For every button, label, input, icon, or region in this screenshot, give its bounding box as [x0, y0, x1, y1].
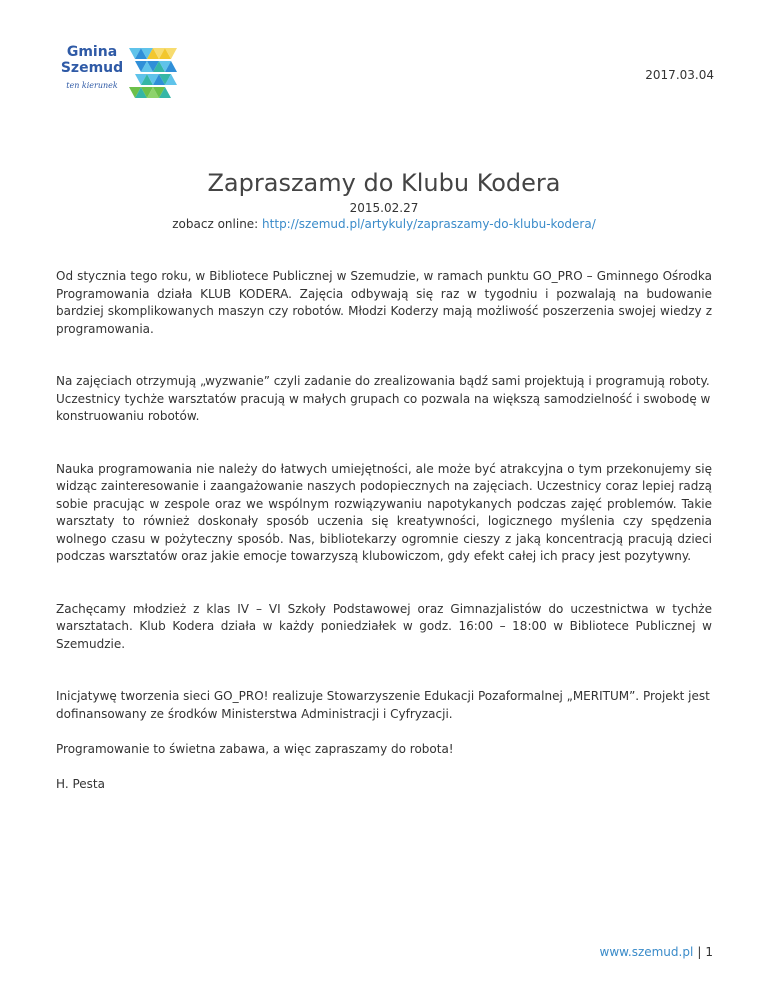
article-title: Zapraszamy do Klubu Kodera [207, 169, 561, 197]
logo-tagline: ten kierunek [66, 81, 118, 90]
page-footer [600, 945, 713, 959]
logo-line2: Szemud [60, 60, 124, 76]
paragraph-5: Inicjatywę tworzenia sieci GO_PRO! realizuje Stowarzyszenie Edukacji Pozaformalnej „MERITUM”. Projekt jest dofinansowany ze środków Ministerstwa Administracji i Cyfryzacji. [56, 689, 710, 721]
online-label: zobacz online: [172, 217, 263, 231]
footer-separator: | [697, 945, 702, 959]
paragraph-4: Zachęcamy młodzież z klas IV – VI Szkoły Podstawowej oraz Gimnazjalistów do uczestnictwa w tychże warsztatach. Klub Kodera działa w każdy poniedziałek w godz. 16:00 – 18:00 w Bibliotece Publicznej w Szemudzie. [56, 601, 712, 651]
online-link[interactable]: http://szemud.pl/artykuly/zapraszamy-do-klubu-kodera/ [262, 217, 596, 231]
article-body [56, 268, 712, 811]
footer-site-link[interactable]: www.szemud.pl [599, 945, 694, 959]
paragraph-6: Programowanie to świetna zabawa, a więc zapraszamy do robota! [56, 741, 454, 756]
page-number: 1 [705, 945, 713, 959]
print-date: 2017.03.04 [645, 68, 714, 82]
paragraph-3: Nauka programowania nie należy do łatwych umiejętności, ale może być atrakcyjna o tym przekonujemy się widząc zainteresowanie i zaangażowanie naszych podopiecznych na zajęciach. Uczestnicy coraz lepiej radzą sobie pracując w zespole oraz we wspólnym rozwiązywaniu napotykanych podczas zajęć problemów. Takie warsztaty to również doskonały sposób uczenia się kreatywności, logicznego myślenia czy spędzenia wolnego czasu w pożyteczny sposób. Nas, bibliotekarzy ogromnie cieszy z jaką koncentracją pracują dzieci podczas warsztatów oraz jakie emocje towarzyszą klubowiczom, gdy efekt całej ich pracy jest pozytywny. [56, 461, 712, 563]
online-line [0, 216, 768, 232]
logo-line1: Gmina [66, 44, 118, 60]
paragraph-1: Od stycznia tego roku, w Bibliotece Publicznej w Szemudzie, w ramach punktu GO_PRO – Gminnego Ośrodka Programowania działa KLUB KODERA. Zajęcia odbywają się raz w tygodniu i pozwalają na budowanie bardziej skomplikowanych maszyn czy robotów. Młodzi Koderzy mają możliwość poszerzenia swojej wiedzy z programowania. [56, 269, 712, 336]
logo-text [57, 44, 127, 92]
gmina-szemud-logo [57, 44, 187, 104]
signature: H. Pesta [56, 776, 105, 791]
article-date: 2015.02.27 [349, 201, 419, 215]
paragraph-2: Na zajęciach otrzymują „wyzwanie” czyli zadanie do zrealizowania bądź sami projektują i programują roboty. Uczestnicy tychże warsztatów pracują w małych grupach co pozwala na większą samodzielność i swobodę w konstruowaniu robotów. [56, 374, 711, 423]
logo-triangles-icon [127, 48, 187, 100]
